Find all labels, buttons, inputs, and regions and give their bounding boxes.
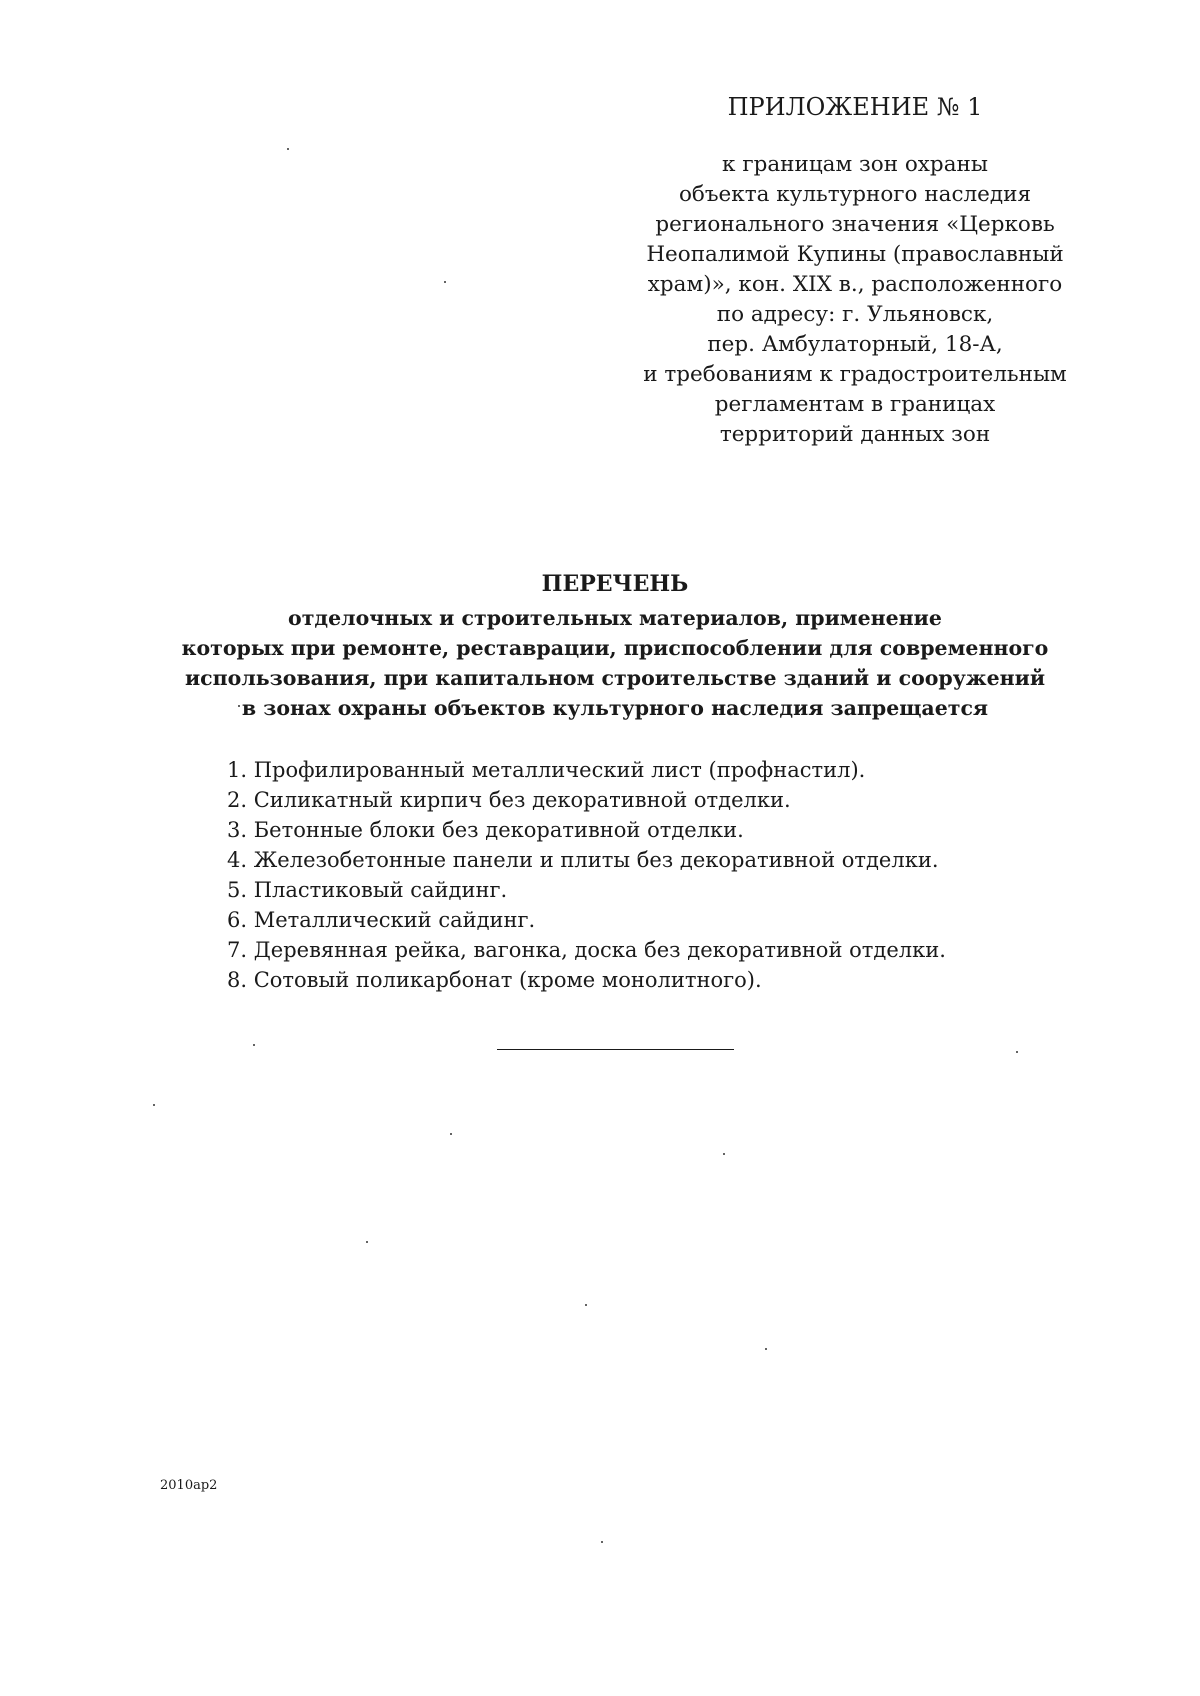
- appendix-subtitle: [640, 150, 1070, 450]
- document-description-line: отделочных и строительных материалов, применение: [288, 606, 942, 630]
- list-item: 6. Металлический сайдинг.: [227, 908, 536, 932]
- scan-speck: [723, 1153, 725, 1155]
- document-description-line: в зонах охраны объектов культурного наследия запрещается: [241, 696, 989, 720]
- appendix-title: ПРИЛОЖЕНИЕ № 1: [727, 93, 983, 121]
- appendix-subtitle-line: объекта культурного наследия: [678, 182, 1032, 207]
- list-item: 2. Силикатный кирпич без декоративной отделки.: [227, 788, 791, 812]
- appendix-subtitle-line: храм)», кон. XIX в., расположенного: [647, 272, 1063, 297]
- list-item: 7. Деревянная рейка, вагонка, доска без декоративной отделки.: [227, 938, 946, 962]
- document-description-line: использования, при капитальном строительстве зданий и сооружений: [184, 666, 1046, 690]
- list-item: 5. Пластиковый сайдинг.: [227, 878, 508, 902]
- footer-code: 2010ap2: [160, 1478, 218, 1493]
- scan-speck: [253, 1044, 255, 1046]
- scan-speck: [765, 1348, 767, 1350]
- list-item: 1. Профилированный металлический лист (профнастил).: [227, 758, 866, 782]
- appendix-subtitle-line: по адресу: г. Ульяновск,: [716, 302, 994, 327]
- appendix-subtitle-line: и требованиям к градостроительным: [643, 362, 1067, 387]
- scan-speck: [1016, 1051, 1018, 1053]
- scan-speck: [585, 1304, 587, 1306]
- document-heading: ПЕРЕЧЕНЬ: [541, 571, 689, 597]
- appendix-subtitle-line: регламентам в границах: [714, 392, 996, 417]
- scan-speck: [366, 1241, 368, 1243]
- materials-list: [227, 755, 946, 995]
- scan-speck: [601, 1541, 603, 1543]
- appendix-subtitle-line: к границам зон охраны: [722, 152, 988, 177]
- list-item: 3. Бетонные блоки без декоративной отделки.: [227, 818, 744, 842]
- list-item: 4. Железобетонные панели и плиты без декоративной отделки.: [227, 848, 939, 872]
- scan-speck: [153, 1104, 155, 1106]
- scan-speck: [287, 148, 289, 150]
- appendix-subtitle-line: регионального значения «Церковь: [655, 212, 1055, 237]
- appendix-subtitle-line: территорий данных зон: [719, 422, 991, 447]
- appendix-subtitle-line: пер. Амбулаторный, 18-А,: [707, 332, 1003, 357]
- appendix-subtitle-line: Неопалимой Купины (православный: [646, 242, 1064, 267]
- scan-speck: [450, 1133, 452, 1135]
- scan-speck: [238, 705, 240, 707]
- scan-speck: [444, 281, 446, 283]
- closing-divider: [497, 1049, 734, 1050]
- document-description: [110, 603, 1120, 723]
- document-description-line: которых при ремонте, реставрации, приспособлении для современного: [181, 636, 1049, 660]
- list-item: 8. Сотовый поликарбонат (кроме монолитного).: [227, 968, 762, 992]
